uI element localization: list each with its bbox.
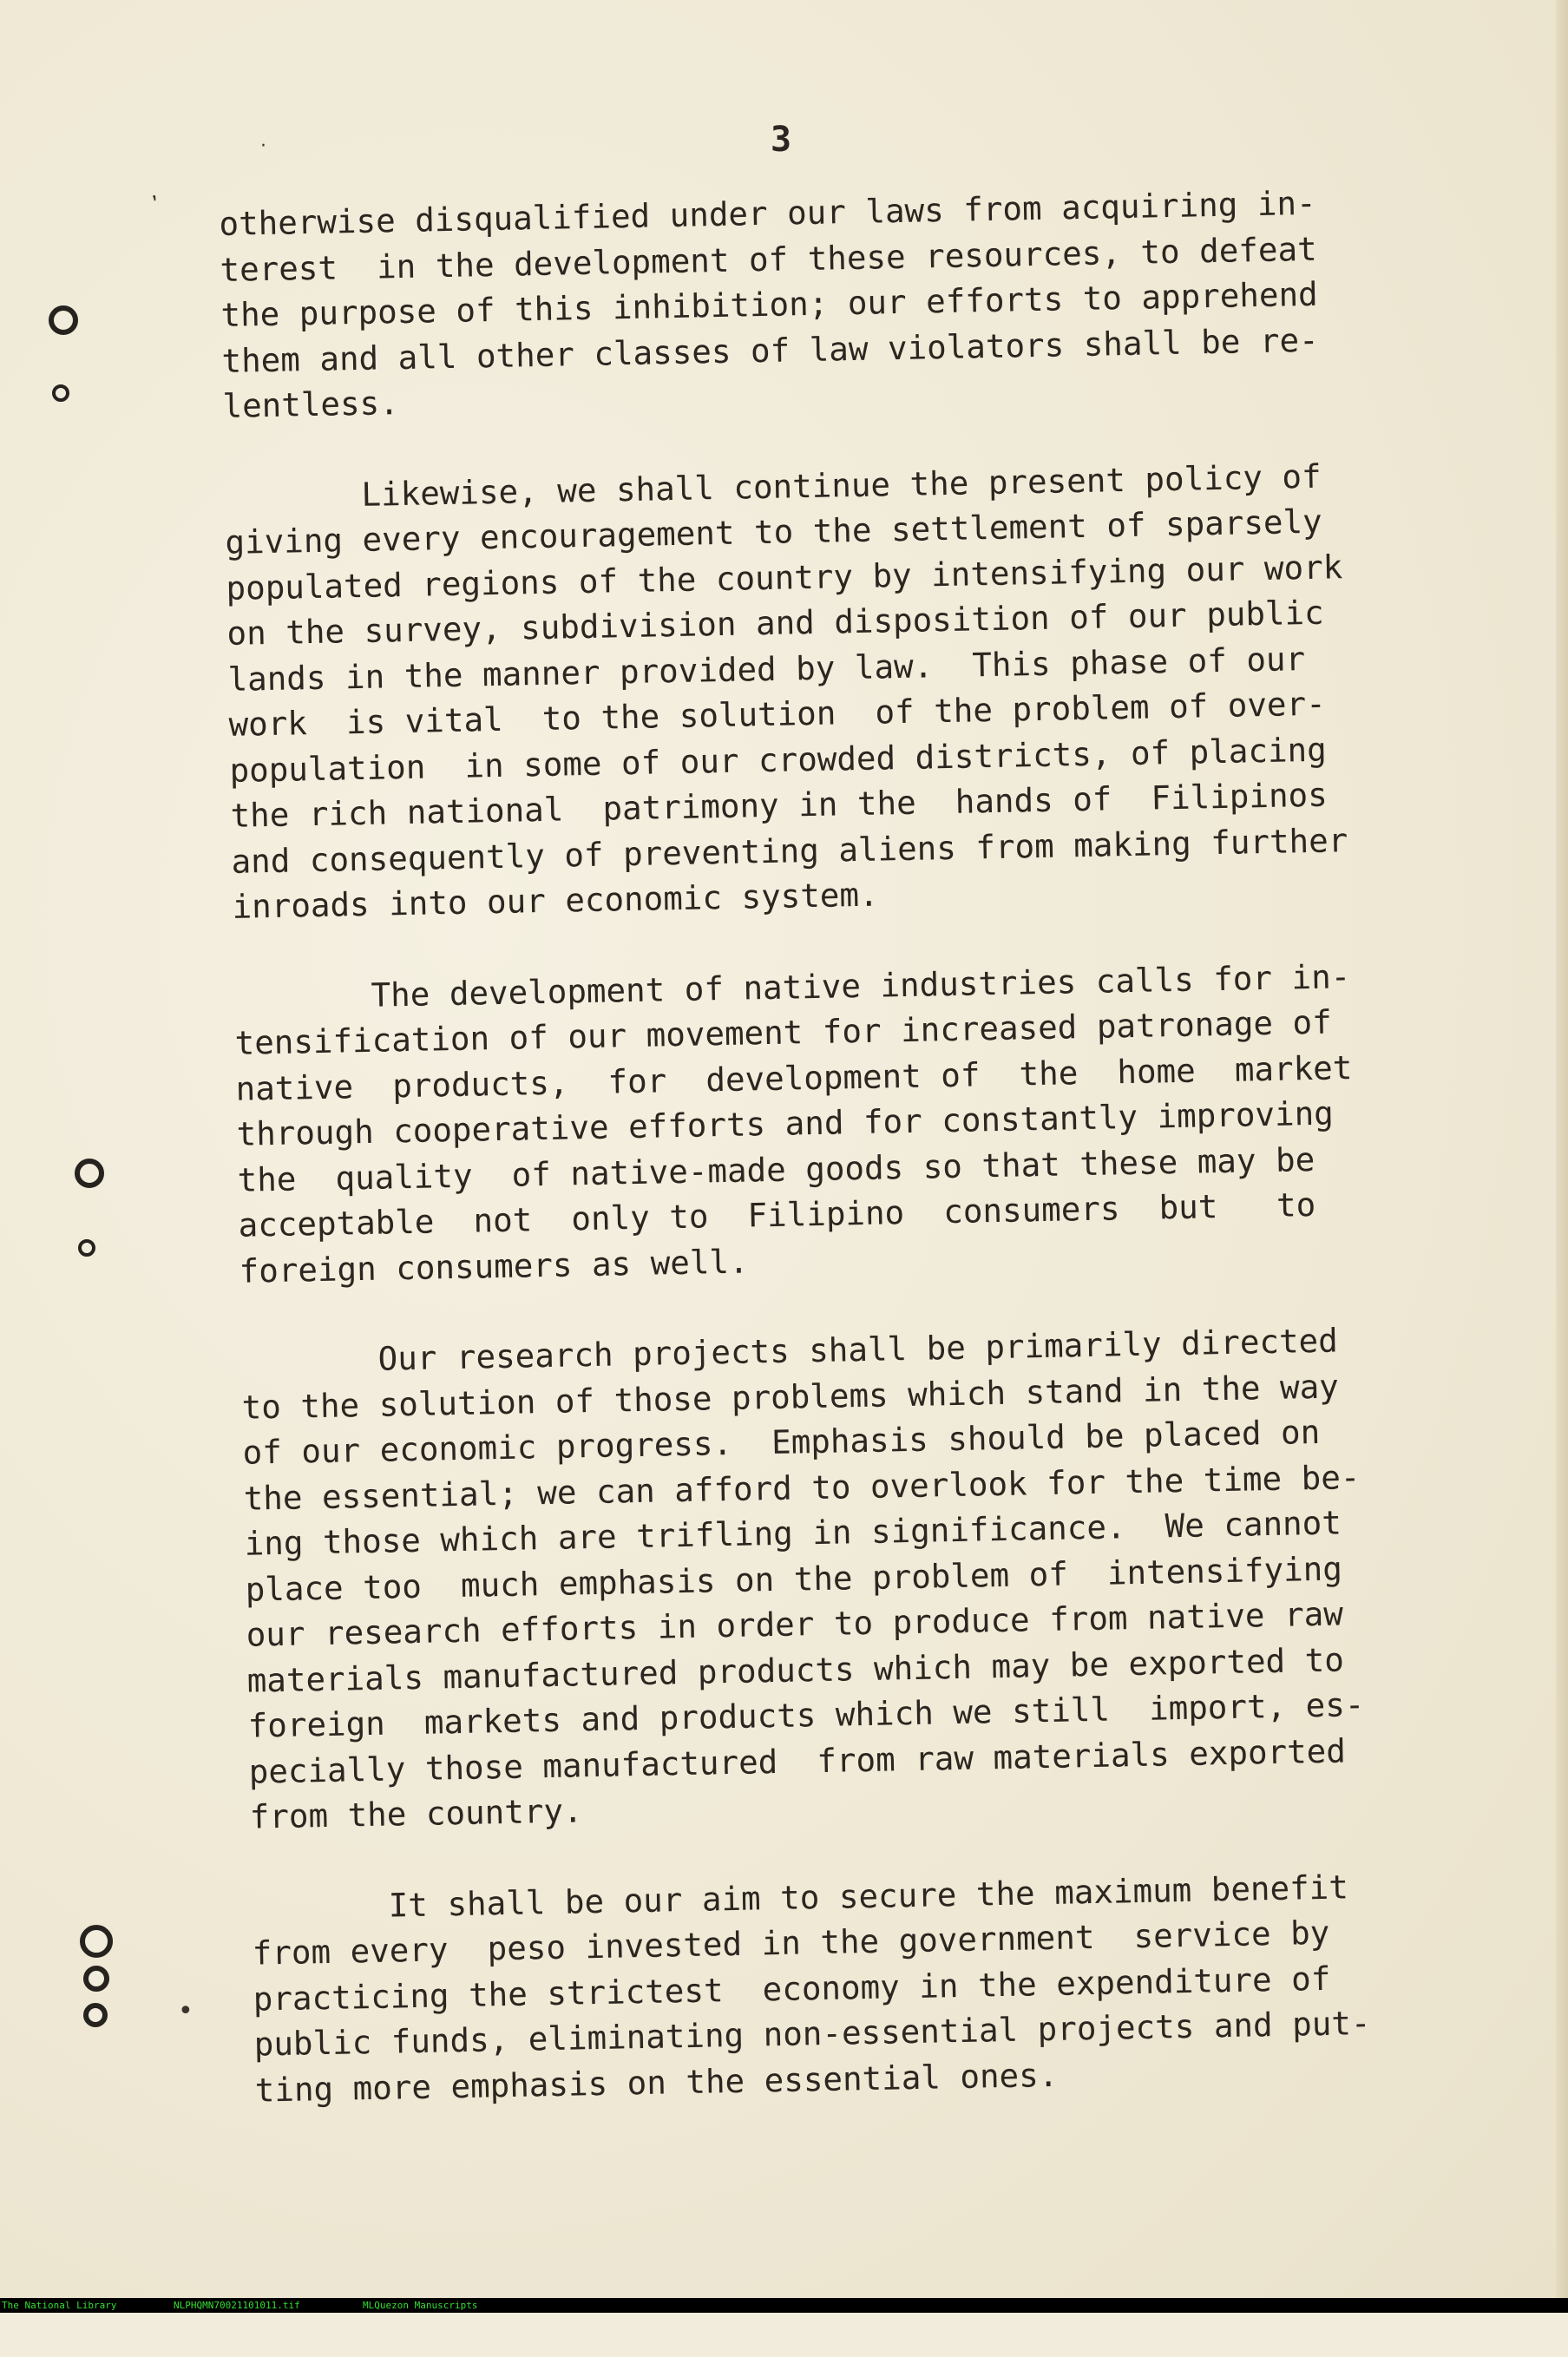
- text-line: population in some of our crowded districts, of placing: [229, 730, 1328, 790]
- binding-hole-icon: [52, 384, 69, 402]
- text-line: ing those which are trifling in significance. We cannot: [244, 1503, 1342, 1563]
- text-line: native products, for development of the home market: [235, 1047, 1353, 1108]
- paragraph: [219, 178, 1438, 429]
- binding-hole-icon: [49, 305, 78, 335]
- text-line: otherwise disqualified under our laws from acquiring in-: [219, 183, 1317, 243]
- page-edge: [1556, 0, 1568, 2298]
- text-line: pecially those manufactured from raw materials exported: [248, 1730, 1347, 1791]
- footer-collection: MLQuezon Manuscripts: [363, 2300, 478, 2311]
- text-line: foreign markets and products which we still import, es-: [247, 1684, 1365, 1745]
- text-line: the rich national patrimony in the hands of Filipinos: [230, 775, 1329, 835]
- text-line: inroads into our economic system.: [232, 875, 879, 926]
- text-line: tensification of our movement for increased patronage of: [234, 1002, 1333, 1062]
- text-line: It shall be our aim to secure the maximum benefit: [388, 1867, 1349, 1925]
- paragraph: [233, 951, 1454, 1293]
- text-line: Our research projects shall be primarily directed: [377, 1321, 1339, 1378]
- text-line: practicing the strictest economy in the expenditure of: [253, 1959, 1331, 2019]
- footer-institution: The National Library: [2, 2300, 117, 2311]
- pencil-mark: •: [178, 1996, 194, 2026]
- text-line: to the solution of those problems which stand in the way: [241, 1366, 1340, 1427]
- text-line: terest in the development of these resources, to defeat: [220, 229, 1318, 289]
- pencil-mark: ·: [260, 135, 266, 157]
- text-line: the purpose of this inhibition; our efforts to apprehend: [220, 274, 1319, 334]
- text-line: and consequently of preventing aliens from making further: [231, 820, 1348, 881]
- text-line: the quality of native-made goods so that these may be: [237, 1139, 1315, 1199]
- text-line: from every peso invested in the government service by: [252, 1913, 1330, 1973]
- text-line: from the country.: [249, 1791, 583, 1836]
- paragraph: [224, 451, 1447, 930]
- page-number: 3: [770, 120, 792, 160]
- paragraph: [240, 1316, 1465, 1840]
- text-line: foreign consumers as well.: [239, 1242, 749, 1290]
- binding-hole-icon: [80, 1925, 113, 1958]
- archive-footer: [0, 2298, 1568, 2313]
- footer-file-name: NLPHQMN70021101011.tif: [174, 2300, 300, 2311]
- text-line: acceptable not only to Filipino consumers but to: [238, 1185, 1316, 1244]
- text-line: lentless.: [222, 384, 400, 425]
- text-line: through cooperative efforts and for constantly improving: [236, 1093, 1335, 1153]
- letter-body: [219, 178, 1471, 2157]
- pencil-mark: ʼ: [148, 190, 168, 218]
- text-line: materials manufactured products which may be exported to: [246, 1639, 1345, 1700]
- binding-hole-icon: [75, 1159, 104, 1188]
- text-line: our research efforts in order to produce from native raw: [246, 1594, 1344, 1654]
- text-line: populated regions of the country by intensifying our work: [226, 547, 1343, 607]
- text-line: Likewise, we shall continue the present policy of: [361, 456, 1322, 514]
- text-line: them and all other classes of law violators shall be re-: [221, 320, 1320, 380]
- binding-hole-icon: [83, 1966, 109, 1992]
- binding-hole-icon: [78, 1239, 95, 1257]
- text-line: work is vital to the solution of the problem of over-: [228, 684, 1327, 744]
- paragraph: [251, 1861, 1470, 2112]
- text-line: place too much emphasis on the problem of intensifying: [245, 1548, 1343, 1609]
- text-line: giving every encouragement to the settlement of sparsely: [225, 502, 1323, 561]
- text-line: on the survey, subdivision and disposition of our public: [226, 593, 1325, 653]
- text-line: public funds, eliminating non-essential projects and put-: [253, 2003, 1371, 2064]
- text-line: lands in the manner provided by law. This phase of our: [227, 639, 1306, 699]
- binding-hole-icon: [83, 2003, 108, 2027]
- text-line: ting more emphasis on the essential ones.: [254, 2055, 1059, 2110]
- text-line: the essential; we can afford to overlook for the time be-: [243, 1457, 1361, 1518]
- text-line: of our economic progress. Emphasis should be placed on: [242, 1412, 1321, 1472]
- text-line: The development of native industries calls for in-: [371, 956, 1351, 1014]
